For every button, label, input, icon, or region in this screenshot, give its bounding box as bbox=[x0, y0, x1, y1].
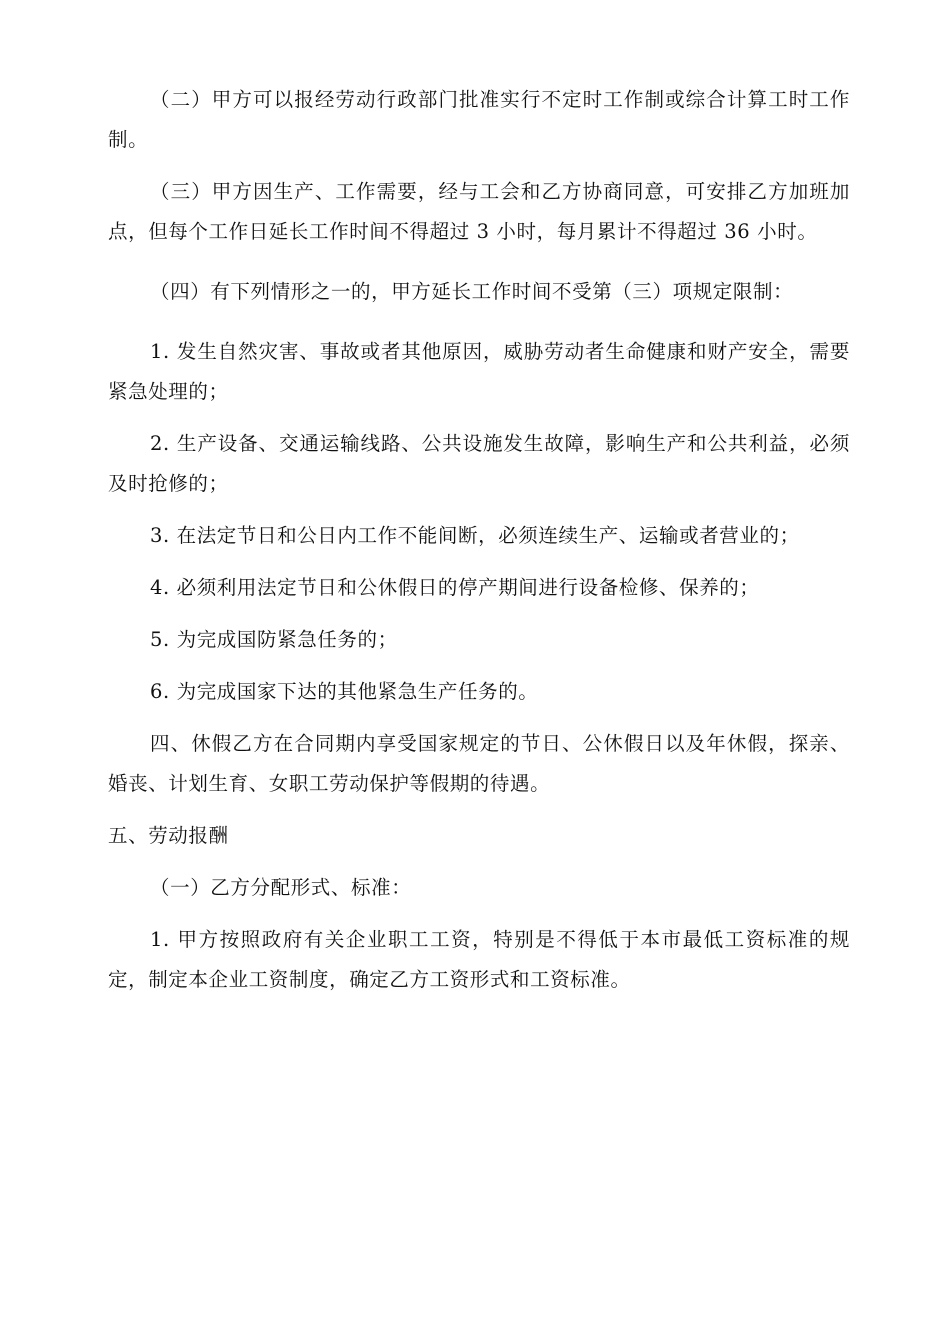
list-item-1: 1. 发生自然灾害、事故或者其他原因，威胁劳动者生命健康和财产安全，需要紧急处理的； bbox=[108, 340, 850, 403]
document-page bbox=[108, 80, 850, 1000]
paragraph-overtime-exceptions: （四）有下列情形之一的，甲方延长工作时间不受第（三）项规定限制： bbox=[150, 280, 794, 303]
list-item-4: 4. 必须利用法定节日和公休假日的停产期间进行设备检修、保养的； bbox=[150, 576, 760, 599]
list-item-6: 6. 为完成国家下达的其他紧急生产任务的。 bbox=[150, 680, 539, 703]
paragraph-leave: 四、休假乙方在合同期内享受国家规定的节日、公休假日以及年休假，探亲、婚丧、计划生育、女职工劳动保护等假期的待遇。 bbox=[108, 732, 850, 795]
list-item-3: 3. 在法定节日和公日内工作不能间断，必须连续生产、运输或者营业的； bbox=[150, 524, 800, 547]
list-item-5: 5. 为完成国防紧急任务的； bbox=[150, 628, 398, 651]
list-item-wage-standard: 1. 甲方按照政府有关企业职工工资，特别是不得低于本市最低工资标准的规定，制定本企业工资制度，确定乙方工资形式和工资标准。 bbox=[108, 928, 850, 991]
paragraph-flexible-hours: （二）甲方可以报经劳动行政部门批准实行不定时工作制或综合计算工时工作制。 bbox=[108, 88, 850, 151]
section-heading-remuneration: 五、劳动报酬 bbox=[108, 824, 229, 847]
paragraph-distribution-form: （一）乙方分配形式、标准： bbox=[150, 876, 412, 899]
list-item-2: 2. 生产设备、交通运输线路、公共设施发生故障，影响生产和公共利益，必须及时抢修的； bbox=[108, 432, 850, 495]
paragraph-overtime-limit: （三）甲方因生产、工作需要，经与工会和乙方协商同意，可安排乙方加班加点，但每个工作日延长工作时间不得超过 3 小时，每月累计不得超过 36 小时。 bbox=[108, 180, 850, 243]
